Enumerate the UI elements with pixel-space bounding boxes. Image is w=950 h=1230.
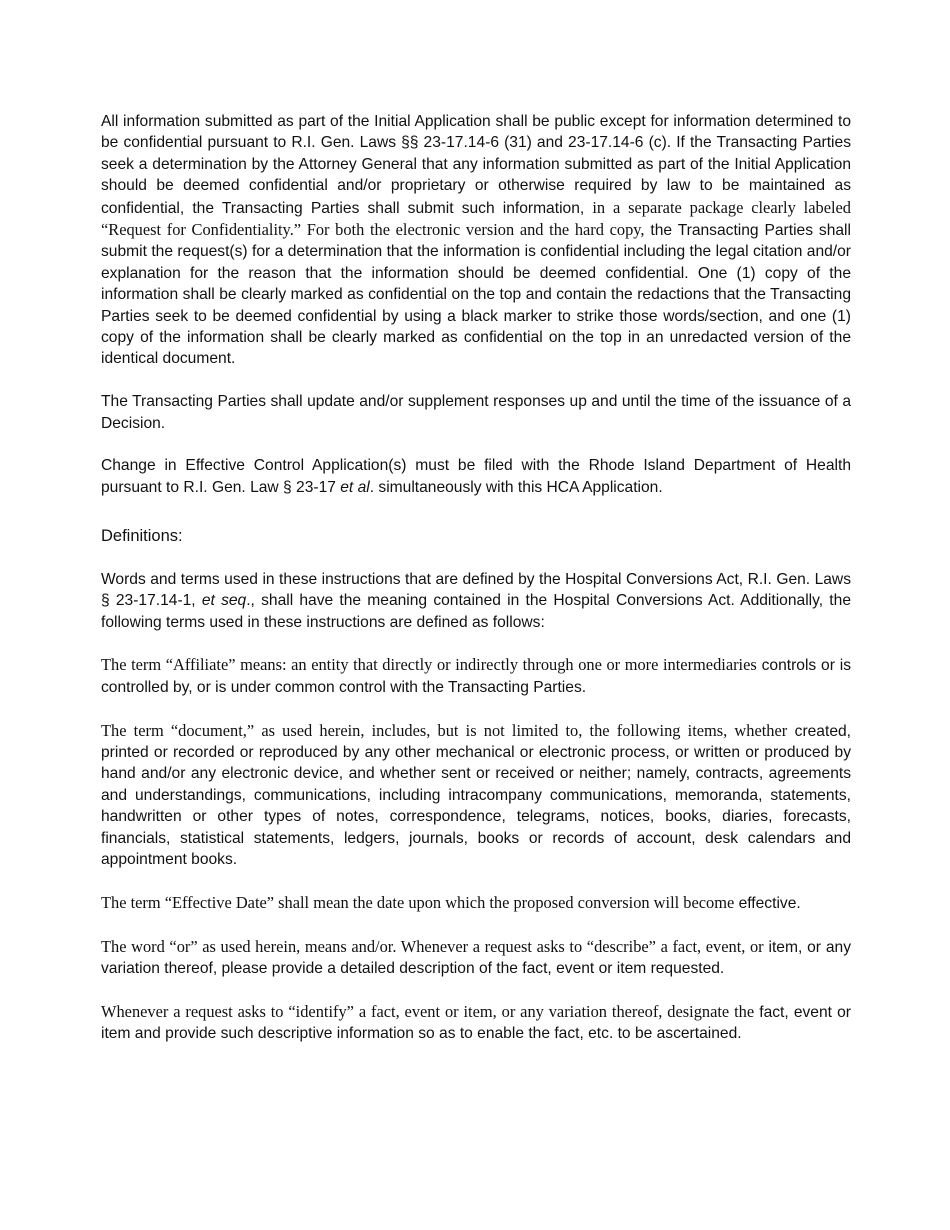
- definitions-intro-paragraph: [101, 569, 851, 633]
- confidentiality-paragraph: [101, 111, 851, 370]
- confidentiality-text-2: in a separate package clearly labeled “Request for Confidentiality.” For both the electronic version and the hard copy,: [101, 197, 851, 240]
- document-definition-text-1: The term “document,” as used herein, includes, but is not limited to, the following items, whether: [101, 720, 788, 740]
- or-describe-text-2: item, or any variation thereof, please provide a detailed description of the fact, event or item requested.: [101, 938, 851, 977]
- identify-text-1: Whenever a request asks to “identify” a fact, event or item, or any variation thereof, designate the: [101, 1001, 755, 1021]
- effective-date-text-2: effective.: [734, 894, 801, 912]
- definitions-intro-italic: et seq: [201, 592, 247, 610]
- update-responses-paragraph: The Transacting Parties shall update and/or supplement responses up and until the time of the issuance of a Decision.: [101, 393, 851, 432]
- or-describe-definition-paragraph: [101, 936, 851, 980]
- document-definition-text-2: created, printed or recorded or reproduced by any other mechanical or electronic process, or written or produced by hand and/or any electronic device, and whether sent or received or neither; namely, contracts, agreements and understandings, communications, including intracompany communications, memoranda, statements, handwritten or other types of notes, correspondence, telegrams, notices, books, diaries, forecasts, financials, statistical statements, ledgers, journals, books or records of account, desk calendars and appointment books.: [101, 722, 851, 868]
- effective-date-text-1: The term “Effective Date” shall mean the date upon which the proposed conversion will become: [101, 892, 735, 912]
- effective-date-definition-paragraph: [101, 892, 851, 914]
- identify-definition-paragraph: [101, 1001, 851, 1045]
- change-in-control-paragraph: [101, 455, 851, 498]
- document-definition-paragraph: [101, 720, 851, 871]
- change-in-control-text-2: . simultaneously with this HCA Application.: [369, 478, 663, 496]
- identify-text-2: fact, event or item and provide such descriptive information so as to enable the fact, etc. to be ascertained.: [101, 1003, 851, 1043]
- change-in-control-text-1: Change in Effective Control Application(s) must be filed with the Rhode Island Department of Health pursuant to R.I. Gen. Law § 23-17: [101, 457, 851, 496]
- affiliate-definition-paragraph: [101, 654, 851, 698]
- affiliate-definition-text-1: The term “Affiliate” means: an entity that directly or indirectly through one or more intermediaries: [101, 655, 757, 675]
- change-in-control-italic: et al: [340, 478, 370, 496]
- document-page: [101, 111, 851, 1066]
- definitions-intro-text-2: ., shall have the meaning contained in the Hospital Conversions Act. Additionally, the following terms used in these instructions are defined as follows:: [101, 592, 851, 631]
- definitions-intro-text-1: Words and terms used in these instructions that are defined by the Hospital Conversions Act, R.I. Gen. Laws § 23-17.14-1,: [101, 570, 851, 610]
- definitions-heading: Definitions:: [101, 527, 183, 546]
- affiliate-definition-text-2: controls or is controlled by, or is under common control with the Transacting Parties.: [101, 657, 851, 696]
- confidentiality-text-3: the Transacting Parties shall submit the request(s) for a determination that the information is confidential including the legal citation and/or explanation for the reason that the information should be deemed confidential. One (1) copy of the information shall be clearly marked as confidential on the top and contain the redactions that the Transacting Parties seek to be deemed confidential by using a black marker to strike those words/section, and one (1) copy of the information shall be clearly marked as confidential on the top in an unredacted version of the identical document.: [101, 222, 851, 368]
- confidentiality-text-1: All information submitted as part of the Initial Application shall be public except for information determined to be confidential pursuant to R.I. Gen. Laws §§ 23-17.14-6 (31) and 23-17.14-6 (c). If the Transacting Parties seek a determination by the Attorney General that any information submitted as part of the Initial Application should be deemed confidential and/or proprietary or otherwise required by law to be maintained as confidential, the Transacting Parties shall submit such information,: [101, 113, 851, 217]
- or-describe-text-1: The word “or” as used herein, means and/or. Whenever a request asks to “describe” a fact, event, or: [101, 936, 764, 956]
